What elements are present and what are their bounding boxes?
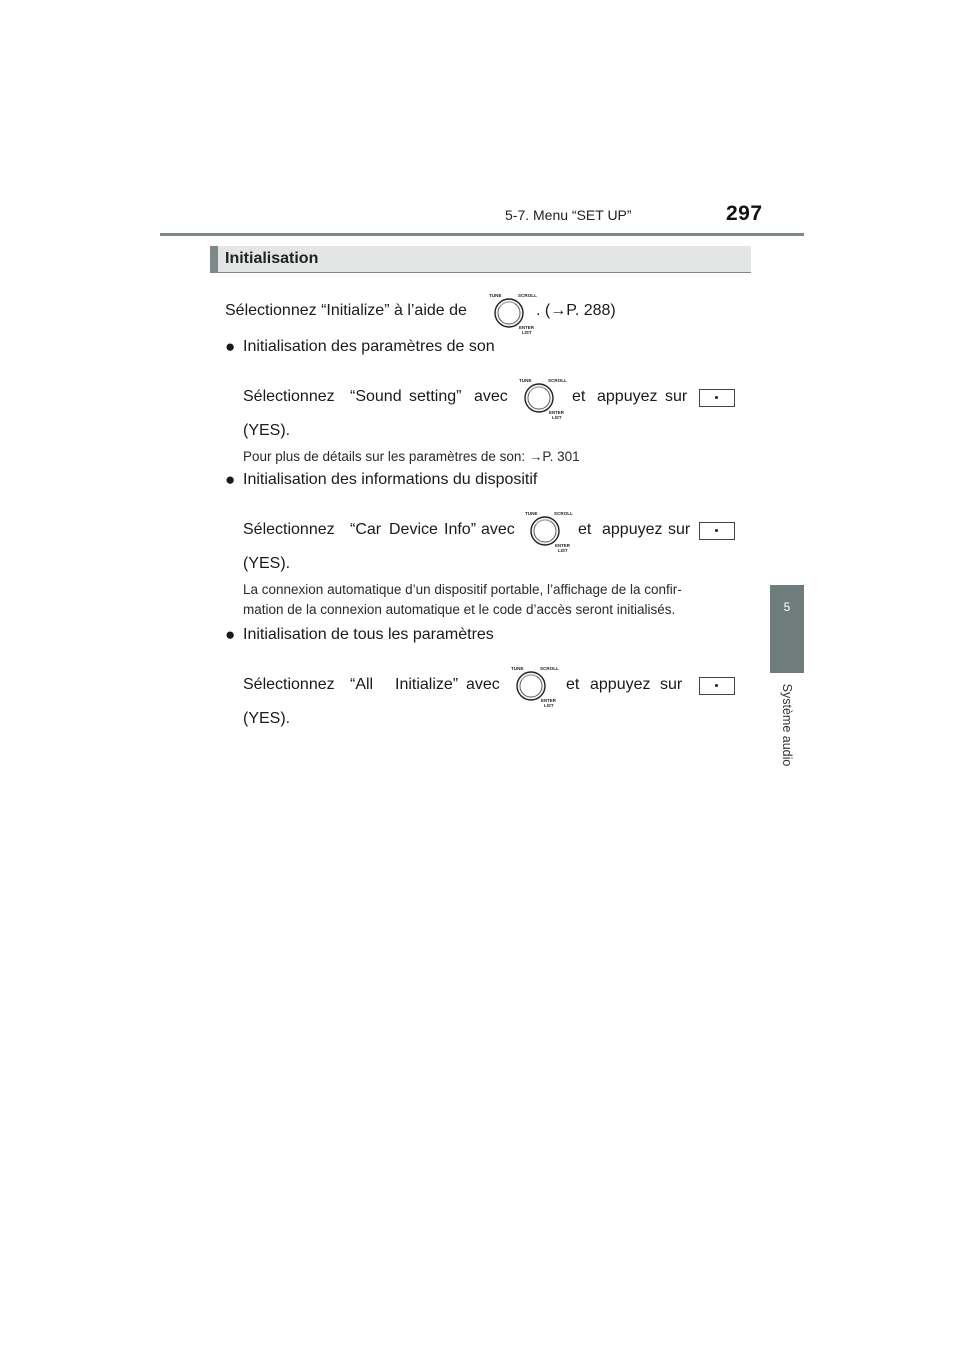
yes-label: (YES). bbox=[243, 422, 291, 439]
svg-text:LIST: LIST bbox=[558, 548, 568, 553]
instruction-word: Sélectionnez bbox=[243, 676, 335, 693]
instruction-word: “Sound bbox=[350, 388, 402, 405]
svg-text:LIST: LIST bbox=[544, 703, 554, 708]
instruction-word: appuyez bbox=[597, 388, 658, 405]
section-header-accent bbox=[210, 246, 218, 273]
instruction-word: “All bbox=[350, 676, 374, 693]
svg-text:ENTER: ENTER bbox=[549, 410, 564, 415]
instruction-word: Sélectionnez bbox=[243, 521, 335, 538]
yes-key-icon bbox=[699, 389, 735, 407]
bullet-icon: ● bbox=[225, 470, 236, 489]
instruction-word: avec bbox=[466, 676, 500, 693]
instruction-word: sur bbox=[668, 521, 691, 538]
instruction-word: setting” bbox=[409, 388, 462, 405]
instruction-word: “Car bbox=[350, 521, 382, 538]
intro-text: Sélectionnez “Initialize” à l’aide de bbox=[225, 302, 467, 319]
svg-text:TUNE: TUNE bbox=[489, 293, 502, 298]
instruction-word: appuyez bbox=[602, 521, 663, 538]
svg-text:TUNE: TUNE bbox=[519, 378, 532, 383]
svg-text:LIST: LIST bbox=[552, 415, 562, 420]
header-section-title: 5-7. Menu “SET UP” bbox=[505, 207, 632, 223]
instruction-word: Sélectionnez bbox=[243, 388, 335, 405]
chapter-label: Système audio bbox=[780, 683, 794, 767]
instruction-word: et bbox=[572, 388, 586, 405]
svg-text:ENTER: ENTER bbox=[519, 325, 534, 330]
chapter-tab bbox=[770, 585, 804, 673]
yes-key-icon bbox=[699, 677, 735, 695]
yes-label: (YES). bbox=[243, 710, 291, 727]
yes-label: (YES). bbox=[243, 555, 291, 572]
intro-reference: . (→P. 288) bbox=[536, 302, 616, 319]
note-text: Pour plus de détails sur les paramètres de son: →P. 301 bbox=[243, 449, 580, 464]
header-rule bbox=[160, 233, 804, 236]
svg-text:ENTER: ENTER bbox=[541, 698, 556, 703]
tune-scroll-knob-icon bbox=[510, 664, 560, 713]
svg-text:SCROLL: SCROLL bbox=[548, 378, 567, 383]
note-text: mation de la connexion automatique et le code d’accès seront initialisés. bbox=[243, 602, 676, 617]
page-number: 297 bbox=[726, 202, 763, 225]
svg-text:SCROLL: SCROLL bbox=[540, 666, 559, 671]
instruction-word: et bbox=[566, 676, 580, 693]
tune-scroll-knob-icon bbox=[488, 291, 538, 340]
item-heading: Initialisation des informations du dispositif bbox=[243, 471, 538, 488]
svg-text:LIST: LIST bbox=[522, 330, 532, 335]
svg-text:TUNE: TUNE bbox=[525, 511, 538, 516]
tune-scroll-knob-icon bbox=[524, 509, 574, 558]
instruction-word: Info” bbox=[444, 521, 477, 538]
yes-key-icon bbox=[699, 522, 735, 540]
svg-text:SCROLL: SCROLL bbox=[554, 511, 573, 516]
bullet-icon: ● bbox=[225, 625, 236, 644]
svg-text:SCROLL: SCROLL bbox=[518, 293, 537, 298]
instruction-word: avec bbox=[474, 388, 508, 405]
tune-scroll-knob-icon bbox=[518, 376, 568, 425]
instruction-word: avec bbox=[481, 521, 515, 538]
section-title: Initialisation bbox=[225, 250, 319, 267]
instruction-word: et bbox=[578, 521, 592, 538]
instruction-word: sur bbox=[660, 676, 683, 693]
item-heading: Initialisation de tous les paramètres bbox=[243, 626, 494, 643]
instruction-word: Initialize” bbox=[395, 676, 459, 693]
svg-text:ENTER: ENTER bbox=[555, 543, 570, 548]
bullet-icon: ● bbox=[225, 337, 236, 356]
chapter-number: 5 bbox=[783, 600, 791, 614]
instruction-word: Device bbox=[389, 521, 438, 538]
item-heading: Initialisation des paramètres de son bbox=[243, 338, 495, 355]
instruction-word: appuyez bbox=[590, 676, 651, 693]
instruction-word: sur bbox=[665, 388, 688, 405]
svg-text:TUNE: TUNE bbox=[511, 666, 524, 671]
note-text: La connexion automatique d’un dispositif portable, l’affichage de la confir- bbox=[243, 582, 682, 597]
